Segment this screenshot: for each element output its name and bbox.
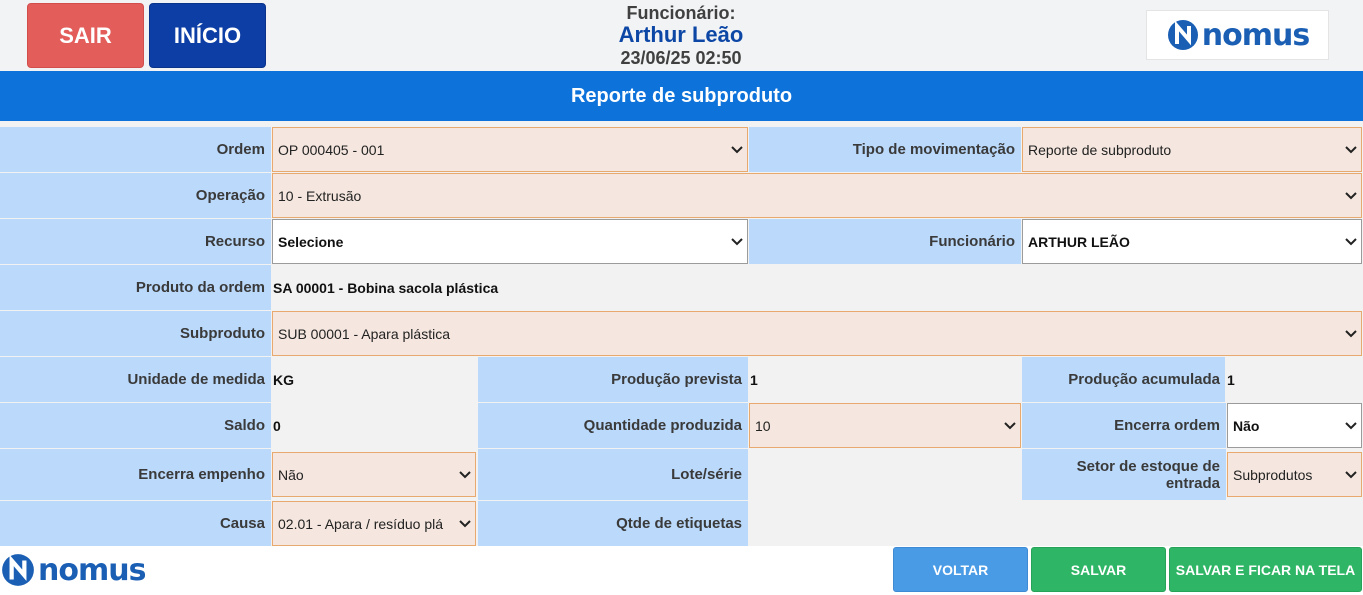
employee-label: Funcionário:: [626, 3, 736, 23]
footer-logo: [0, 548, 160, 592]
produto-ordem-value: SA 00001 - Bobina sacola plástica: [271, 265, 1363, 310]
save-button[interactable]: SALVAR: [1031, 547, 1166, 592]
funcionario-select[interactable]: ARTHUR LEÃO: [1022, 219, 1362, 264]
unidade-medida-label: Unidade de medida: [0, 357, 271, 402]
lote-serie-label: Lote/série: [478, 449, 748, 500]
setor-estoque-label: Setor de estoque de entrada: [1022, 449, 1226, 500]
quantidade-produzida-label: Quantidade produzida: [478, 403, 748, 448]
save-and-stay-button[interactable]: SALVAR E FICAR NA TELA: [1169, 547, 1362, 592]
encerra-ordem-select[interactable]: Não: [1227, 403, 1362, 448]
qtde-etiquetas-value[interactable]: [748, 501, 1363, 546]
encerra-empenho-select[interactable]: Não: [272, 452, 476, 497]
operacao-select[interactable]: 10 - Extrusão: [272, 173, 1362, 218]
chevron-down-icon: [1345, 238, 1357, 246]
chevron-down-icon: [459, 520, 471, 528]
exit-button[interactable]: SAIR: [27, 3, 144, 68]
chevron-down-icon: [1004, 422, 1016, 430]
footer-logo-text: nomus: [38, 552, 146, 588]
datetime: 23/06/25 02:50: [620, 48, 742, 68]
saldo-label: Saldo: [0, 403, 271, 448]
producao-acumulada-value: 1: [1225, 357, 1363, 402]
subproduto-select[interactable]: SUB 00001 - Apara plástica: [272, 311, 1362, 356]
page-title: Reporte de subproduto: [0, 71, 1363, 121]
saldo-value: 0: [271, 403, 477, 448]
nomus-logo-icon: [1166, 18, 1200, 52]
chevron-down-icon: [731, 238, 743, 246]
operacao-label: Operação: [0, 173, 271, 218]
qtde-etiquetas-label: Qtde de etiquetas: [478, 501, 748, 546]
tipo-movimentacao-select[interactable]: Reporte de subproduto: [1022, 127, 1362, 172]
produto-ordem-label: Produto da ordem: [0, 265, 271, 310]
home-button[interactable]: INÍCIO: [149, 3, 266, 68]
chevron-down-icon: [731, 146, 743, 154]
chevron-down-icon: [1345, 192, 1357, 200]
nomus-logo-icon: [0, 552, 36, 588]
chevron-down-icon: [459, 471, 471, 479]
ordem-label: Ordem: [0, 127, 271, 172]
brand-logo: [1146, 10, 1329, 60]
producao-acumulada-label: Produção acumulada: [1022, 357, 1226, 402]
setor-estoque-select[interactable]: Subprodutos: [1227, 452, 1362, 497]
header: [0, 0, 1363, 71]
ordem-select[interactable]: OP 000405 - 001: [272, 127, 748, 172]
tipo-movimentacao-label: Tipo de movimentação: [749, 127, 1021, 172]
back-button[interactable]: VOLTAR: [893, 547, 1028, 592]
funcionario-label: Funcionário: [749, 219, 1021, 264]
causa-label: Causa: [0, 501, 271, 546]
logo-text: nomus: [1201, 17, 1310, 53]
subproduto-label: Subproduto: [0, 311, 271, 356]
recurso-label: Recurso: [0, 219, 271, 264]
recurso-select[interactable]: Selecione: [272, 219, 748, 264]
encerra-ordem-label: Encerra ordem: [1022, 403, 1226, 448]
causa-select[interactable]: 02.01 - Apara / resíduo plá: [272, 501, 476, 546]
chevron-down-icon: [1345, 330, 1357, 338]
quantidade-produzida-select[interactable]: 10: [749, 403, 1021, 448]
chevron-down-icon: [1345, 471, 1357, 479]
lote-serie-value[interactable]: [748, 449, 1021, 500]
producao-prevista-label: Produção prevista: [478, 357, 748, 402]
employee-name: Arthur Leão: [618, 22, 744, 47]
encerra-empenho-label: Encerra empenho: [0, 449, 271, 500]
chevron-down-icon: [1345, 146, 1357, 154]
producao-prevista-value: 1: [748, 357, 1021, 402]
chevron-down-icon: [1345, 422, 1357, 430]
unidade-medida-value: KG: [271, 357, 477, 402]
